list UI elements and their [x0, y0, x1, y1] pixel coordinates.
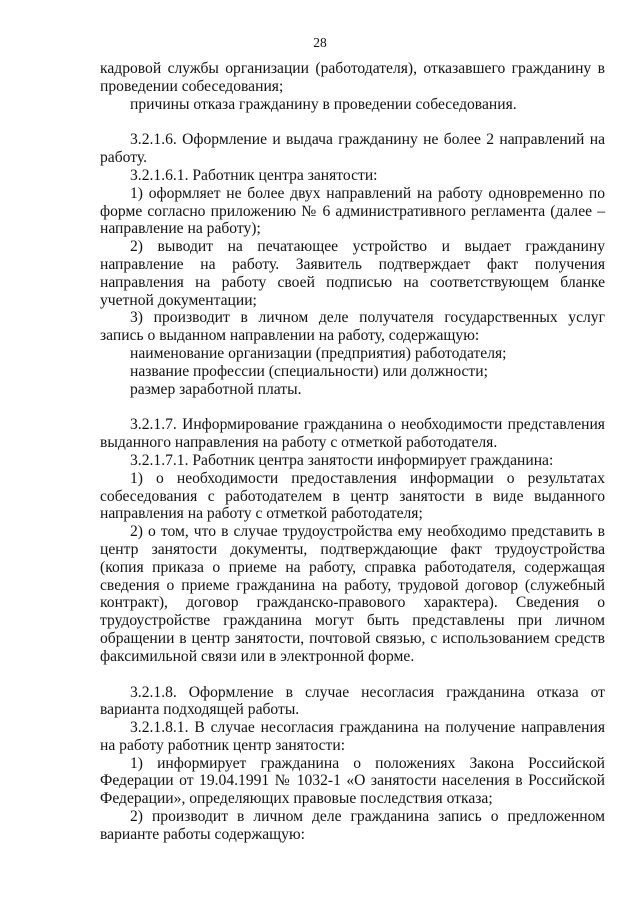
- document-body: [100, 60, 605, 844]
- section-heading-3-2-1-8: 3.2.1.8. Оформление в случае несогласия гражданина отказа от варианта подходящей работы.: [100, 683, 605, 719]
- list-subitem: наименование организации (предприятия) работодателя;: [130, 344, 507, 362]
- paragraph: причины отказа гражданину в проведении собеседования.: [130, 95, 517, 113]
- list-item: 1) оформляет не более двух направлений на работу одновременно по форме согласно приложению № 6 административного регламента (далее – направление на работу);: [100, 184, 605, 238]
- paragraph: кадровой службы организации (работодателя), отказавшего гражданину в проведении собеседования;: [100, 60, 605, 95]
- list-item: 3) производит в личном деле получателя государственных услуг запись о выданном направлении на работу, содержащую:: [100, 309, 605, 345]
- list-subitem: название профессии (специальности) или должности;: [130, 362, 488, 380]
- section-heading-3-2-1-7: 3.2.1.7. Информирование гражданина о необходимости представления выданного направления на работу с отметкой работодателя.: [100, 416, 605, 452]
- list-item: 1) информирует гражданина о положениях Закона Российской Федерации от 19.04.1991 № 1032-1 «О занятости населения в Российской Федерации», определяющих правовые последствия отказа;: [100, 754, 605, 808]
- list-subitem: размер заработной платы.: [130, 380, 302, 398]
- subsection-heading: 3.2.1.8.1. В случае несогласия гражданина на получение направления на работу работник центр занятости:: [100, 719, 605, 754]
- list-item: 2) производит в личном деле гражданина запись о предложенном варианте работы содержащую:: [100, 808, 605, 843]
- list-item: 2) выводит на печатающее устройство и выдает гражданину направление на работу. Заявитель подтверждает факт получения направления на работу своей подписью на соответствующем бланке учетной документации;: [100, 238, 605, 309]
- page-number: 28: [313, 35, 327, 50]
- subsection-heading: 3.2.1.6.1. Работник центра занятости:: [130, 166, 378, 184]
- list-item: 1) о необходимости предоставления информации о результатах собеседования с работодателем в центр занятости в виде выданного направления на работу с отметкой работодателя;: [100, 469, 605, 523]
- list-item: 2) о том, что в случае трудоустройства ему необходимо представить в центр занятости документы, подтверждающие факт трудоустройства (копия приказа о приеме на работу, справка работодателя, содержащая сведения о приеме гражданина на работу, трудовой договор (служебный контракт), договор гражданско-правового характера). Сведения о трудоустройстве гражданина могут быть представлены при личном обращении в центр занятости, почтовой связью, с использованием средств факсимильной связи или в электронной форме.: [100, 523, 605, 665]
- subsection-heading: 3.2.1.7.1. Работник центра занятости информирует гражданина:: [130, 451, 554, 469]
- section-heading-3-2-1-6: 3.2.1.6. Оформление и выдача гражданину не более 2 направлений на работу.: [100, 131, 605, 167]
